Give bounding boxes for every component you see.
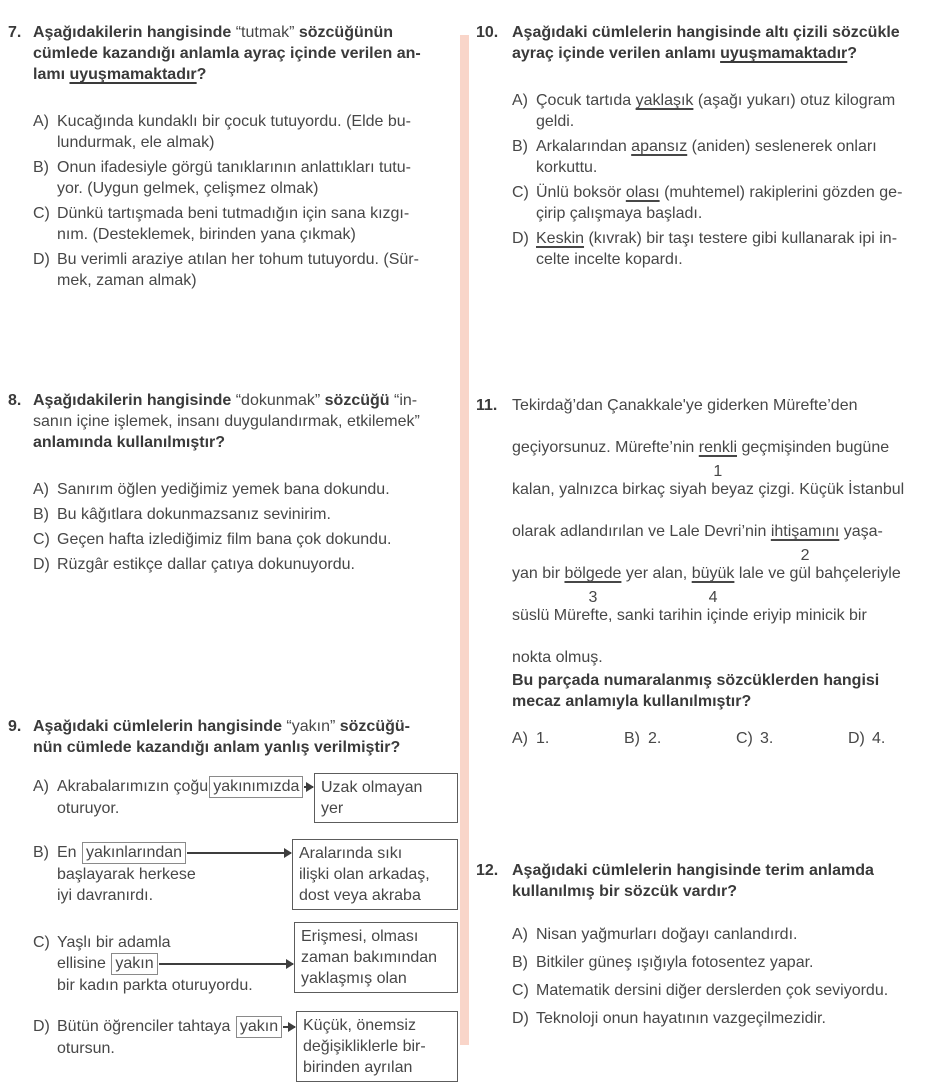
option-letter: A) [33,481,49,498]
question-number: 12. [476,862,499,879]
option-letter: B) [624,730,640,747]
option-letter: C) [512,184,529,201]
question-10 [476,22,932,274]
option-letter: C) [33,205,50,222]
option-row: A) Kucağında kundaklı bir çocuk tutuyordu. (Elde bu- lundurmak, ele almak) [33,113,411,151]
option-row-diagram: D) Bütün öğrenciler tahtaya yakın otursun. Küçük, önemsiz değişikliklerle bir- birinden ayrılan [33,1016,460,1085]
option-row: A) Nisan yağmurları doğayı canlandırdı. [512,926,798,943]
option-row: C) Ünlü boksör olası (muhtemel) rakiplerini gözden ge- çirip çalışmaya başladı. [512,184,903,222]
option-letter: A) [512,730,528,747]
word-number: 2 [800,547,810,564]
option-letter: D) [33,1018,50,1035]
question-number: 8. [8,392,22,409]
question-7-options [33,111,458,291]
option-row: D) 4. [848,730,886,747]
question-12-options [512,924,932,1029]
question-11-passage: Tekirdağ’dan Çanakkale'ye giderken Mürefte’den geçiyorsunuz. Mürefte’nin renkli 1 geçmişinden bugüne kalan, yalnızca birkaç siyah beyaz çizgi. Küçük İstanbul olarak adlandırılan ve Lale Devri’nin ihtişamını 2 yaşa- yan bir bölgede 3 yer alan, büyük 4 lale ve gül bahçeleriyle süslü Mürefte, sanki tarihin içinde eriyip minicik bir nokta olmuş. [512,397,905,666]
arrow-connector [187,852,291,854]
option-row: B) Bitkiler güneş ışığıyla fotosentez yapar. [512,954,814,971]
option-letter: C) [736,730,753,747]
question-9-options [33,776,460,1085]
question-number: 7. [8,24,22,41]
option-row: D) Keskin (kıvrak) bir taşı testere gibi kullanarak ipi in- celte incelte kopardı. [512,230,898,268]
question-number: 9. [8,718,22,735]
option-letter: B) [33,506,49,523]
option-letter: B) [33,159,49,176]
option-row: B) 2. [624,730,662,747]
option-letter: C) [33,934,50,951]
option-row: A) 1. [512,730,550,747]
definition-box: Aralarında sıkı ilişki olan arkadaş, dost veya akraba [292,839,458,910]
word-number: 3 [588,589,598,606]
option-row: D) Teknoloji onun hayatının vazgeçilmezidir. [512,1010,826,1027]
option-letter: D) [33,556,50,573]
option-row-diagram: B) En yakınlarından başlayarak herkese iyi davranırdı. Aralarında sıkı ilişki olan arkadaş, dost veya akraba [33,842,460,918]
boxed-word: yakınlarından [82,842,186,864]
definition-box: Küçük, önemsiz değişikliklerle bir- birinden ayrılan [296,1011,458,1082]
word-number: 4 [708,589,718,606]
question-8-options [33,479,458,575]
option-letter: A) [512,92,528,109]
option-letter: A) [33,113,49,130]
option-row: D) Rüzgâr estikçe dallar çatıya dokunuyordu. [33,556,355,573]
question-8 [8,390,458,579]
option-row: C) Matematik dersini diğer derslerden çok seviyordu. [512,982,889,999]
boxed-word: yakınımızda [209,776,303,798]
question-11-options [512,728,932,749]
option-row: A) Çocuk tartıda yaklaşık (aşağı yukarı) otuz kilogram geldi. [512,92,896,130]
question-8-header: Aşağıdakilerin hangisinde “dokunmak” sözcüğü “in- sanın içine işlemek, insanı duygulandırmak, etkilemek” anlamında kullanılmıştır? [33,392,420,451]
option-letter: D) [848,730,865,747]
arrow-connector [159,963,293,965]
option-row: B) Bu kâğıtlara dokunmazsanız sevinirim. [33,506,331,523]
question-9-header: Aşağıdaki cümlelerin hangisinde “yakın” sözcüğü- nün cümlede kazandığı anlam yanlış verilmiştir? [33,718,410,756]
question-10-header: Aşağıdaki cümlelerin hangisinde altı çizili sözcükle ayraç içinde verilen anlamı uyuşmamaktadır? [512,24,900,62]
definition-box: Erişmesi, olması zaman bakımından yaklaşmış olan [294,922,458,993]
question-7 [8,22,458,295]
option-row: B) Arkalarından apansız (aniden) seslenerek onları korkuttu. [512,138,877,176]
option-letter: B) [33,844,49,861]
question-12 [476,860,932,1036]
option-letter: D) [512,230,529,247]
option-row: A) Sanırım öğlen yediğimiz yemek bana dokundu. [33,481,390,498]
boxed-word: yakın [236,1016,282,1038]
boxed-word: yakın [111,953,157,975]
option-row-diagram: A) Akrabalarımızın çoğu yakınımızda oturuyor. Uzak olmayan yer [33,776,460,828]
option-row: C) 3. [736,730,774,747]
option-row: D) Bu verimli araziye atılan her tohum tutuyordu. (Sür- mek, zaman almak) [33,251,419,289]
option-row: C) Dünkü tartışmada beni tutmadığın için sana kızgı- nım. (Desteklemek, birinden yana çıkmak) [33,205,410,243]
option-letter: D) [33,251,50,268]
option-letter: D) [512,1010,529,1027]
question-11-stem: Bu parçada numaralanmış sözcüklerden hangisi mecaz anlamıyla kullanılmıştır? [512,672,880,710]
option-letter: A) [33,778,49,795]
option-row-diagram: C) Yaşlı bir adamla ellisine yakın bir kadın parkta oturuyordu. Erişmesi, olması zaman bakımından yaklaşmış olan [33,932,460,1002]
question-number: 10. [476,24,499,41]
option-row: C) Geçen hafta izlediğimiz film bana çok dokundu. [33,531,392,548]
option-letter: C) [512,982,529,999]
question-10-options [512,90,932,270]
question-9 [8,716,460,1085]
question-number: 11. [476,397,498,414]
option-letter: A) [512,926,528,943]
option-letter: B) [512,138,528,155]
definition-box: Uzak olmayan yer [314,773,458,823]
option-row: B) Onun ifadesiyle görgü tanıklarının anlattıkları tutu- yor. (Uygun gelmek, çelişmez olmak) [33,159,411,197]
option-letter: C) [33,531,50,548]
arrow-connector [304,786,313,788]
question-12-header: Aşağıdaki cümlelerin hangisinde terim anlamda kullanılmış bir sözcük vardır? [512,862,874,900]
option-letter: B) [512,954,528,971]
arrow-connector [283,1026,295,1028]
column-divider [460,35,469,1045]
word-number: 1 [713,463,723,480]
question-7-header: Aşağıdakilerin hangisinde “tutmak” sözcüğünün cümlede kazandığı anlamla ayraç içinde verilen an- lamı uyuşmamaktadır? [33,24,421,83]
question-11 [476,395,932,749]
